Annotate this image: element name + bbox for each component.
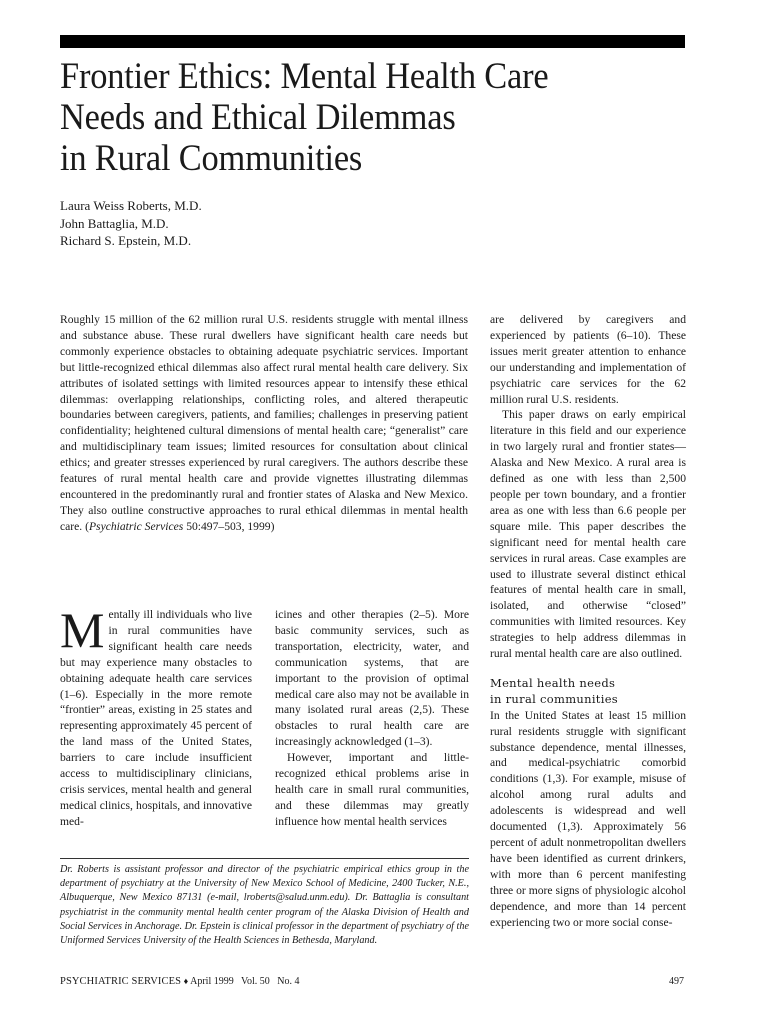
author-footnote: Dr. Roberts is assistant professor and director of the psychiatric empirical ethics group in the department of psychiatry at the University of New Mexico School of Medicine, 2400 Tucker, N.E., Albuquerque, New Mexico 87131 (e-mail, lroberts@salud.unm.edu). Dr. Battaglia is consultant psychiatrist in the community mental health center program of the Alaska Division of Health and Social Services in Anchorage. Dr. Epstein is clinical professor in the department of psychiatry of the Uniformed Services University of the Health Sciences in Bethesda, Maryland.	[60, 864, 469, 947]
page-number: 497	[669, 976, 684, 987]
drop-cap: M	[60, 602, 105, 658]
title-line-2: Needs and Ethical Dilemmas	[60, 97, 456, 138]
section-heading	[490, 676, 686, 708]
body-column-1	[60, 602, 252, 830]
col3-paragraph-3: In the United States at least 15 million rural residents struggle with significant substance dependence, mental illnesses, and medical-psychiatric comorbid conditions (1,3). For example, misuse of alcohol among rural adults and adolescents is widespread and well documented (1,3). Approximately 56 percent of adult nonmetropolitan dwellers have been identified as current drinkers, with more than 6 percent manifesting three or more signs of physiologic alcohol dependence, and more than 14 percent experiencing two or more social conse-	[490, 708, 686, 929]
author-1: Laura Weiss Roberts, M.D.	[60, 198, 202, 213]
abstract-body: Roughly 15 million of the 62 million rural U.S. residents struggle with mental illness and substance abuse. These rural dwellers have significant health care needs but commonly experience obstacles to obtaining adequate psychiatric services. Important but little-recognized ethical dilemmas also affect rural mental health care delivery. Six attributes of isolated settings with limited resources appear to intensify these ethical dilemmas: overlapping relationships, conflicting roles, and altered therapeutic boundaries between caregivers, patients, and families; challenges in preserving patient confidentiality; heightened cultural dimensions of mental health care; “generalist” care and multidisciplinary team issues; limited resources for consultation about clinical ethics; and greater stresses experienced by rural caregivers. The authors describe these features of rural mental health care and provide vignettes illustrating dilemmas encountered in the predominantly rural and frontier states of Alaska and New Mexico. They also outline constructive approaches to rural ethical dilemmas in mental health care. (	[60, 313, 468, 533]
running-footer	[60, 976, 299, 987]
abstract	[60, 312, 468, 535]
title-line-1: Frontier Ethics: Mental Health Care	[60, 56, 549, 97]
col1-paragraph: entally ill individuals who live in rural communities have significant health care needs but may experience many obstacles to obtaining adequate health care services (1–6). Especially in the more remote “frontier” areas, existing in 25 states and representing approximately 45 percent of the land mass of the United States, barriers to care include insufficient access to multidisciplinary clinicians, crisis services, mental health and general medical clinics, hospitals, and innovative med-	[60, 608, 252, 828]
diamond-icon: ♦	[183, 976, 189, 986]
author-3: Richard S. Epstein, M.D.	[60, 233, 192, 248]
footer-issue: April 1999 Vol. 50 No. 4	[190, 976, 300, 987]
author-2: John Battaglia, M.D.	[60, 215, 169, 231]
title-line-3: in Rural Communities	[60, 138, 363, 179]
author-list	[60, 197, 202, 250]
col3-paragraph-1: are delivered by caregivers and experienced by patients (6–10). These issues merit greater attention to enhance our understanding and implementation of psychiatric care services for the 62 million rural U.S. residents.	[490, 313, 686, 406]
col2-paragraph-2: However, important and little-recognized ethical problems arise in health care in small rural communities, and these dilemmas may greatly influence how mental health services	[275, 751, 469, 828]
abstract-citation: 50:497–503, 1999)	[183, 519, 275, 533]
article-title	[60, 56, 655, 179]
section-heading-line-2: in rural communities	[490, 691, 619, 706]
body-column-2	[275, 607, 469, 830]
footnote-rule	[60, 858, 469, 859]
body-column-3	[490, 312, 686, 930]
section-heading-line-1: Mental health needs	[490, 675, 616, 690]
col3-paragraph-2: This paper draws on early empirical literature in this field and our experience in two largely rural and frontier states—Alaska and New Mexico. A rural area is defined as one with less than 2,500 people per town boundary, and a frontier area as one with less than 6.6 people per square mile. This paper describes the significant need for mental health care services in rural areas. Case examples are used to illustrate several distinct ethical features of mental health care in small, isolated, and otherwise “closed” communities with limited resources. Key strategies to help address dilemmas in rural mental health care are also outlined.	[490, 408, 686, 661]
abstract-journal: Psychiatric Services	[88, 519, 184, 533]
col2-paragraph-1: icines and other therapies (2–5). More basic community services, such as transportation, electricity, water, and communication systems, that are important to the provision of optimal medical care also may not be available in many isolated rural areas (2,5). These obstacles to rural health care are increasingly acknowledged (1–3).	[275, 608, 469, 749]
footer-journal-name: PSYCHIATRIC SERVICES	[60, 976, 182, 987]
header-rule	[60, 35, 685, 48]
